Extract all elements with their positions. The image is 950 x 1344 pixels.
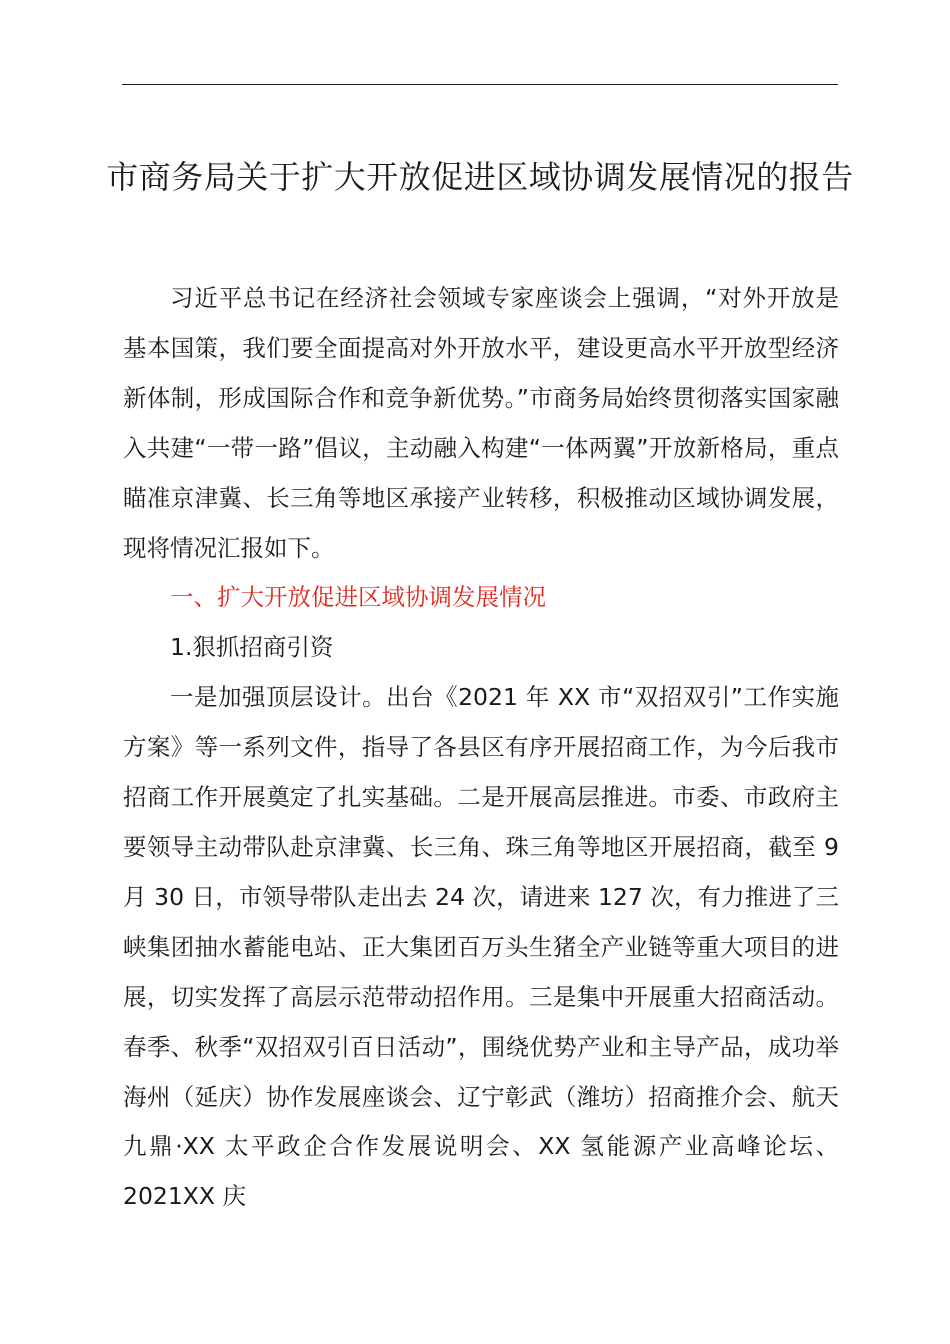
header-rule xyxy=(122,84,838,85)
subsection-heading: 1.狠抓招商引资 xyxy=(170,633,334,662)
intro-paragraph: 习近平总书记在经济社会领域专家座谈会上强调，“对外开放是基本国策，我们要全面提高对外开放水平，建设更高水平开放型经济新体制，形成国际合作和竞争新优势。”市商务局始终贯彻落实国家融入共建“一带一路”倡议，主动融入构建“一体两翼”开放新格局，重点瞄准京津冀、长三角等地区承接产业转移，积极推动区域协调发展，现将情况汇报如下。 xyxy=(123,284,839,562)
section-heading: 一、扩大开放促进区域协调发展情况 xyxy=(170,583,546,612)
body-paragraph: 一是加强顶层设计。出台《2021 年 XX 市“双招双引”工作实施方案》等一系列文件，指导了各县区有序开展招商工作，为今后我市招商工作开展奠定了扎实基础。二是开展高层推进。市委、市政府主要领导主动带队赴京津冀、长三角、珠三角等地区开展招商，截至 9 月 30 日，市领导带队走出去 24 次，请进来 127 次，有力推进了三峡集团抽水蓄能电站、正大集团百万头生猪全产业链等重大项目的进展，切实发挥了高层示范带动招作用。三是集中开展重大招商活动。春季、秋季“双招双引百日活动”，围绕优势产业和主导产品，成功举海州（延庆）协作发展座谈会、辽宁彰武（潍坊）招商推介会、航天九鼎·XX 太平政企合作发展说明会、XX 氢能源产业高峰论坛、2021XX 庆 xyxy=(123,683,839,1211)
document-body xyxy=(123,274,839,1222)
document-title: 市商务局关于扩大开放促进区域协调发展情况的报告 xyxy=(106,158,854,196)
